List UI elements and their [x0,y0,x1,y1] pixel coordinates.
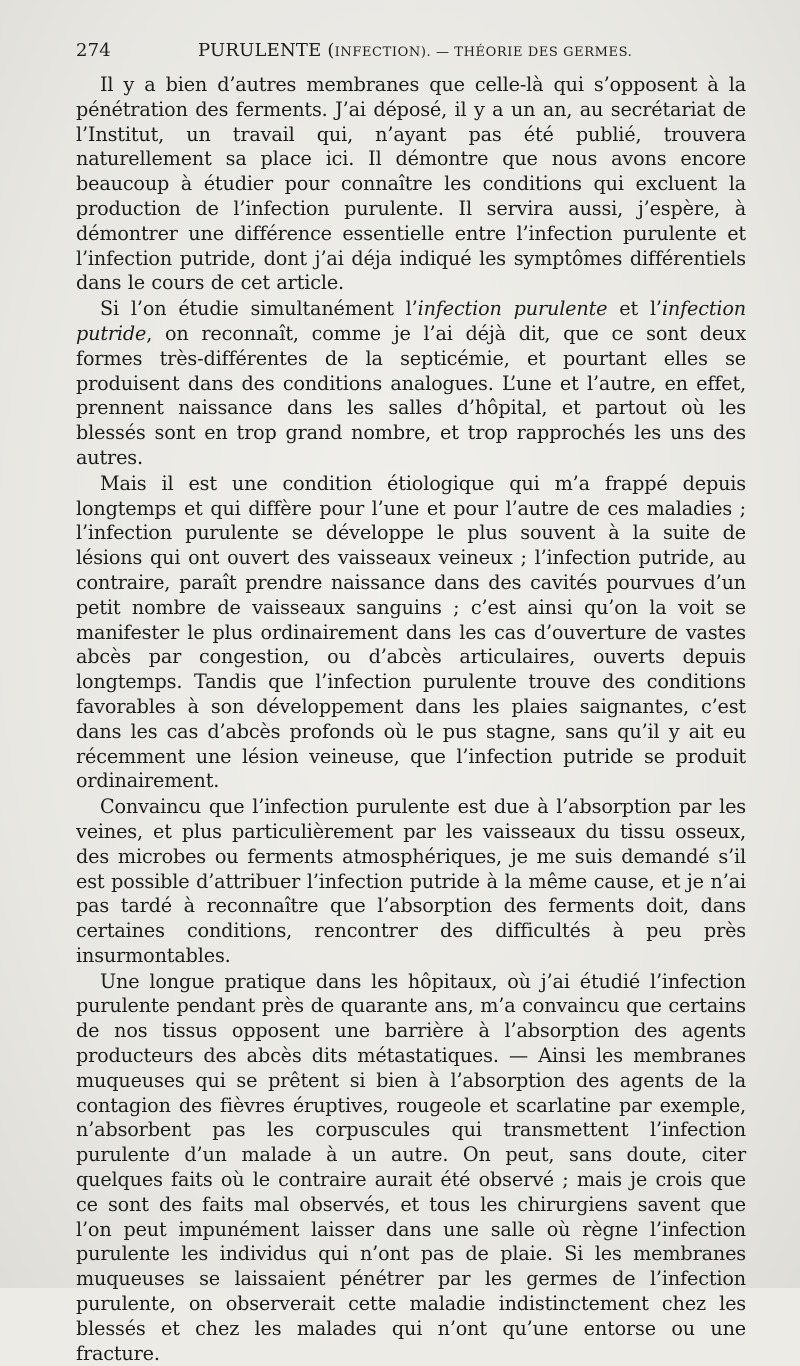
running-title [198,40,632,61]
paragraph-2 [76,297,746,471]
paragraph-5: Une longue pratique dans les hôpitaux, où j’ai étudié l’infection purulente pendant près de quarante ans, m’a convaincu que certains de nos tissus opposent une barrière à l’absorption des agents producteurs des abcès dits métastatiques. — Ainsi les membranes muqueuses qui se prêtent si bien à l’absorption des agents de la contagion des fièvres éruptives, rougeole et scarlatine par exemple, n’absorbent pas les corpuscules qui transmettent l’infection purulente d’un malade à un autre. On peut, sans doute, citer quelques faits où le contraire aurait été observé ; mais je crois que ce sont des faits mal observés, et tous les chirurgiens savent que l’on peut impunément laisser dans une salle où règne l’infection purulente les individus qui n’ont pas de plaie. Si les membranes muqueuses se laissaient pénétrer par les germes de l’infection purulente, on observerait cette maladie indistinctement chez les blessés et chez les malades qui n’ont qu’une entorse ou une fracture. [76,969,746,1365]
paragraph-1: Il y a bien d’autres membranes que celle-là qui s’opposent à la pénétration des ferments. J’ai déposé, il y a un an, au secrétariat de l’Institut, un travail qui, n’ayant pas été publié, trouvera naturellement sa place ici. Il démontre que nous avons encore beaucoup à étudier pour connaître les conditions qui excluent la production de l’infection purulente. Il servira aussi, j’espère, à démontrer une différence essentielle entre l’infection purulente et l’infection putride, dont j’ai déja indiqué les symptômes différentiels dans le cours de cet article. [76,73,746,295]
paragraph-2-part-a: Si l’on étudie simultanément l’ [100,297,418,321]
italic-term-infection-purulente: infection purulente [417,297,608,321]
paragraph-2-part-c: , on reconnaît, comme je l’ai déjà dit, que ce sont deux formes très-différentes de la septicémie, et pourtant elles se produisent dans des conditions analogues. L’une et l’autre, en effet, prennent naissance dans les salles d’hôpital, et partout où les blessés sont en trop grand nombre, et trop rapprochés les uns des autres. [76,321,746,469]
running-title-rest: ). — THÉORIE DES GERMES. [420,45,633,60]
paragraph-2-part-b: et l’ [607,297,662,321]
running-title-smallcaps: INFECTION [334,45,421,60]
running-header [76,40,748,64]
running-title-main: PURULENTE ( [198,40,335,61]
page-number: 274 [76,40,111,61]
paragraph-4: Convaincu que l’infection purulente est due à l’absorption par les veines, et plus particulièrement par les vaisseaux du tissu osseux, des microbes ou ferments atmosphériques, je me suis demandé s’il est possible d’attribuer l’infection putride à la même cause, et je n’ai pas tardé à reconnaître que l’absorption des ferments doit, dans certaines conditions, rencontrer des difficultés à peu près insurmontables. [76,795,746,967]
italic-term-infection-putride: infection putride [76,297,746,345]
body-text [76,73,746,1366]
paragraph-3: Mais il est une condition étiologique qui m’a frappé depuis longtemps et qui diffère pour l’une et pour l’autre de ces maladies ; l’infection purulente se développe le plus souvent à la suite de lésions qui ont ouvert des vaisseaux veineux ; l’infection putride, au contraire, paraît prendre naissance dans des cavités pourvues d’un petit nombre de vaisseaux sanguins ; c’est ainsi qu’on la voit se manifester le plus ordinairement dans les cas d’ouverture de vastes abcès par congestion, ou d’abcès articulaires, ouverts depuis longtemps. Tandis que l’infection purulente trouve des conditions favorables à son développement dans les plaies saignantes, c’est dans les cas d’abcès profonds où le pus stagne, sans qu’il y ait eu récemment une lésion veineuse, que l’infection putride se produit ordinairement. [76,471,746,793]
